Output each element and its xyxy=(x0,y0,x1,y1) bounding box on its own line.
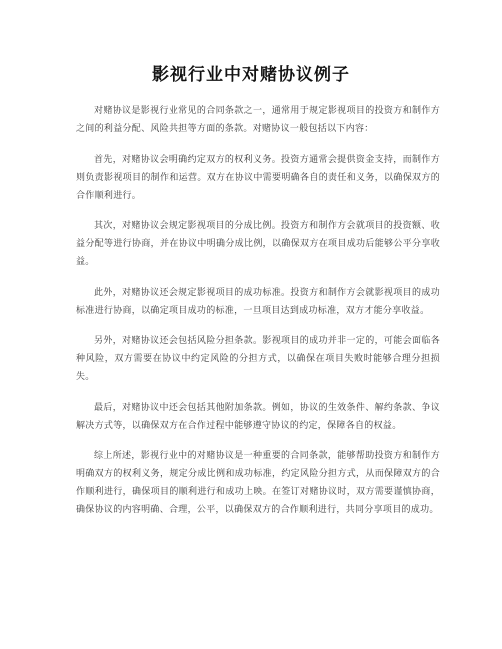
paragraph-rights-obligations: 首先，对赌协议会明确约定双方的权利义务。投资方通常会提供资金支持，而制作方则负责影视项目的制作和运营。双方在协议中需要明确各自的责任和义务，以确保双方的合作顺利进行。 xyxy=(76,154,440,201)
paragraph-conclusion: 综上所述，影视行业中的对赌协议是一种重要的合同条款，能够帮助投资方和制作方明确双方的权利义务，规定分成比例和成功标准，约定风险分担方式，从而保障双方的合作顺利进行，确保项目的顺利进行和成功上映。在签订对赌协议时，双方需要谨慎协商，确保协议的内容明确、合理，公平，以确保双方的合作顺利进行，共同分享项目的成功。 xyxy=(76,451,440,515)
document-title: 影视行业中对赌协议例子 xyxy=(152,65,350,85)
document-body xyxy=(76,102,440,532)
paragraph-success-standard: 此外，对赌协议还会规定影视项目的成功标准。投资方和制作方会就影视项目的成功标准进行协商，以确定项目成功的标准，一旦项目达到成功标准，双方才能分享收益。 xyxy=(76,287,440,316)
paragraph-additional-terms: 最后，对赌协议中还会包括其他附加条款。例如，协议的生效条件、解约条款、争议解决方式等，以确保双方在合作过程中能够遵守协议的约定，保障各自的权益。 xyxy=(76,402,440,431)
paragraph-profit-sharing: 其次，对赌协议会规定影视项目的分成比例。投资方和制作方会就项目的投资额、收益分配等进行协商，并在协议中明确分成比例，以确保双方在项目成功后能够公平分享收益。 xyxy=(76,221,440,267)
paragraph-risk-sharing: 另外，对赌协议还会包括风险分担条款。影视项目的成功并非一定的，可能会面临各种风险，双方需要在协议中约定风险的分担方式，以确保在项目失败时能够合理分担损失。 xyxy=(76,336,440,382)
paragraph-intro: 对赌协议是影视行业常见的合同条款之一，通常用于规定影视项目的投资方和制作方之间的利益分配、风险共担等方面的条款。对赌协议一般包括以下内容： xyxy=(76,106,440,134)
